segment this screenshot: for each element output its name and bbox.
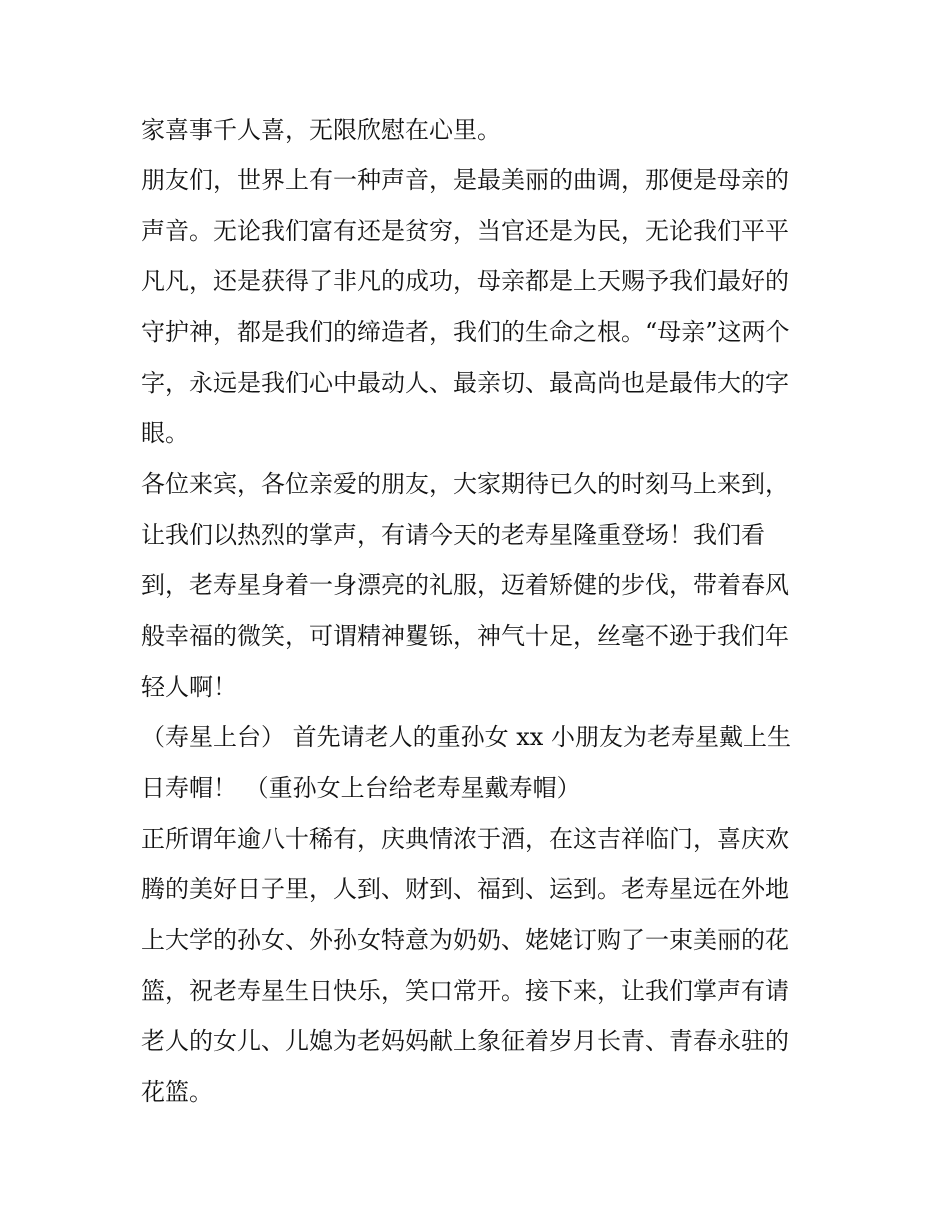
text-line: 花篮。 xyxy=(141,1078,213,1106)
text-line: 声音。无论我们富有还是贫穷，当官还是为民，无论我们平平 xyxy=(141,217,789,245)
text-line: 日寿帽！ （重孙女上台给老寿星戴寿帽） xyxy=(141,774,581,802)
text-line: 腾的美好日子里，人到、财到、福到、运到。老寿星远在外地 xyxy=(141,875,789,903)
text-line: 到，老寿星身着一身漂亮的礼服，迈着矫健的步伐，带着春风 xyxy=(141,571,789,599)
text-line: 般幸福的微笑，可谓精神矍铄，神气十足，丝毫不逊于我们年 xyxy=(141,622,789,650)
text-line: 眼。 xyxy=(141,419,189,447)
text-line: 篮，祝老寿星生日快乐，笑口常开。接下来，让我们掌声有请 xyxy=(141,977,789,1005)
text-line: （寿星上台） 首先请老人的重孙女 xx 小朋友为老寿星戴上生 xyxy=(141,723,791,751)
text-line: 朋友们，世界上有一种声音，是最美丽的曲调，那便是母亲的 xyxy=(141,166,789,194)
text-line: 凡凡，还是获得了非凡的成功，母亲都是上天赐予我们最好的 xyxy=(141,267,789,295)
text-line: 字，永远是我们心中最动人、最亲切、最高尚也是最伟大的字 xyxy=(141,369,789,397)
text-line: 各位来宾，各位亲爱的朋友，大家期待已久的时刻马上来到， xyxy=(141,470,789,498)
text-line: 家喜事千人喜，无限欣慰在心里。 xyxy=(141,116,501,144)
text-line: 正所谓年逾八十稀有，庆典情浓于酒，在这吉祥临门，喜庆欢 xyxy=(141,825,789,853)
text-line: 老人的女儿、儿媳为老妈妈献上象征着岁月长青、青春永驻的 xyxy=(141,1027,789,1055)
text-line: 守护神，都是我们的缔造者，我们的生命之根。“母亲”这两个 xyxy=(141,318,790,346)
text-line: 轻人啊！ xyxy=(141,673,237,701)
text-line: 让我们以热烈的掌声，有请今天的老寿星隆重登场！我们看 xyxy=(141,521,765,549)
text-line: 上大学的孙女、外孙女特意为奶奶、姥姥订购了一束美丽的花 xyxy=(141,926,789,954)
